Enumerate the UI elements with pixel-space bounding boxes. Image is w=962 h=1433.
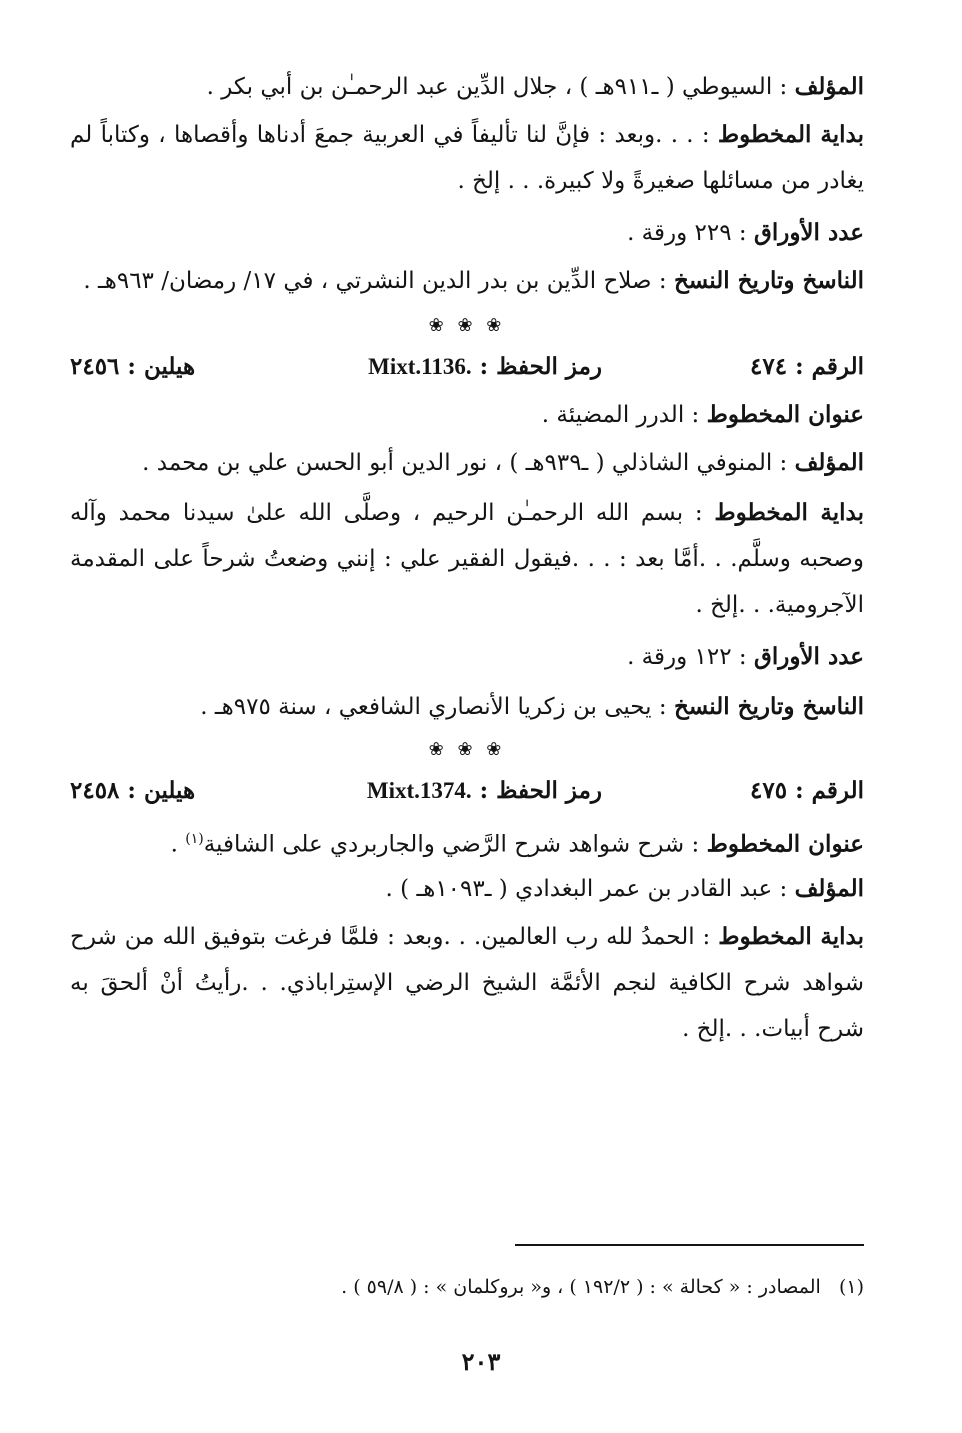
footnote-marker: (١) (838, 1276, 864, 1298)
section-separator: ❀ ❀ ❀ (428, 315, 506, 336)
leaves-count-text: ٢٢٩ ورقة . (627, 220, 732, 246)
author-paragraph: المؤلف : المنوفي الشاذلي ( ـ٩٣٩هـ ) ، نور الدين أبو الحسن علي بن محمد . (142, 449, 864, 476)
copyist-paragraph: الناسخ وتاريخ النسخ : صلاح الدِّين بن بدر الدين النشرتي ، في ١٧/ رمضان/ ٩٦٣هـ . (83, 267, 864, 294)
author-label: المؤلف (794, 875, 864, 902)
title-text: شرح شواهد شرح الرَّضي والجاربردي على الشافية (203, 831, 685, 858)
leaves-count-line: عدد الأوراق : ١٢٢ ورقة . (627, 643, 864, 670)
entry-header-row (70, 344, 864, 390)
footnote-reference[interactable]: (١) (185, 831, 204, 847)
author-label: المؤلف (794, 73, 864, 100)
title-text: الدرر المضيئة . (541, 402, 685, 428)
manuscript-start-paragraph: بداية المخطوط : بسم الله الرحمـٰن الرحيم ، وصلَّى الله علىٰ سيدنا محمد وآله وصحبه وسلَّم. . .أمَّا بعد : . . .فيقول الفقير علي : إنني وضعتُ شرحاً على المقدمة الآجرومية. . .إلخ . (70, 499, 864, 618)
hilin-number: هيلين : ٢٤٥٨ (70, 777, 196, 804)
title-label: عنوان المخطوط (706, 401, 864, 428)
manuscript-start-text: بسم الله الرحمـٰن الرحيم ، وصلَّى الله علىٰ سيدنا محمد وآله وصحبه وسلَّم. . .أمَّا بعد : . . .فيقول الفقير علي : إنني وضعتُ شرحاً على المقدمة الآجرومية. . .إلخ . (70, 500, 864, 618)
copyist-label: الناسخ وتاريخ النسخ (673, 267, 864, 294)
footnote (70, 1272, 864, 1302)
manuscript-start-text: . . .وبعد : فإنَّ لنا تأليفاً في العربية جمعَ أدناها وأقصاها ، وكتاباً لم يغادر من مسائلها صغيرةً ولا كبيرة. . . إلخ . (70, 122, 864, 194)
manuscript-start-paragraph: بداية المخطوط : الحمدُ لله رب العالمين. . .وبعد : فلمَّا فرغت بتوفيق الله من شرح شواهد شرح الكافية لنجم الأئمَّة الشيخ الرضي الإستِراباذي. . .رأيتُ أنْ ألحقَ به شرح أبيات. . .إلخ . (70, 923, 864, 1042)
leaves-count-label: عدد الأوراق (753, 643, 864, 670)
leaves-count-text: ١٢٢ ورقة . (627, 644, 732, 670)
author-text: المنوفي الشاذلي ( ـ٩٣٩هـ ) ، نور الدين أبو الحسن علي بن محمد . (142, 450, 773, 476)
footnote-divider (515, 1244, 864, 1246)
author-text: عبد القادر بن عمر البغدادي ( ـ١٠٩٣هـ ) . (385, 876, 773, 902)
author-text: السيوطي ( ـ٩١١هـ ) ، جلال الدِّين عبد الرحمـٰن بن أبي بكر . (206, 74, 773, 100)
shelf-mark: رمز الحفظ : Mixt.1374. (366, 777, 602, 804)
manuscript-start-label: بداية المخطوط (717, 121, 864, 148)
manuscript-start-label: بداية المخطوط (714, 499, 864, 526)
manuscript-catalog-page (70, 62, 864, 1433)
title-line: عنوان المخطوط : شرح شواهد شرح الرَّضي والجاربردي على الشافية$^{(١)}$ . (170, 830, 864, 858)
title-label: عنوان المخطوط (706, 830, 864, 858)
author-line: المؤلف : عبد القادر بن عمر البغدادي ( ـ١٠٩٣هـ ) . (385, 875, 864, 902)
leaves-count-line: عدد الأوراق : ٢٢٩ ورقة . (627, 219, 864, 246)
copyist-text: يحيى بن زكريا الأنصاري الشافعي ، سنة ٩٧٥هـ . (200, 694, 652, 720)
section-separator: ❀ ❀ ❀ (428, 739, 506, 760)
copyist-line: الناسخ وتاريخ النسخ : يحيى بن زكريا الأنصاري الشافعي ، سنة ٩٧٥هـ . (200, 693, 864, 720)
leaves-count-label: عدد الأوراق (753, 219, 864, 246)
title-line: عنوان المخطوط : الدرر المضيئة . (541, 401, 864, 428)
manuscript-start-label: بداية المخطوط (718, 923, 864, 950)
hilin-number: هيلين : ٢٤٥٦ (70, 353, 196, 380)
page-number: ٢٠٣ (461, 1347, 501, 1376)
footnote-text: المصادر : « كحالة » : ( ١٩٢/٢ ) ، و« بروكلمان » : ( ٥٩/٨ ) . (341, 1276, 821, 1298)
entry-number: الرقم : ٤٧٤ (750, 353, 864, 380)
author-line: المؤلف : السيوطي ( ـ٩١١هـ ) ، جلال الدِّين عبد الرحمـٰن بن أبي بكر . (206, 73, 864, 100)
shelf-mark: رمز الحفظ : Mixt.1136. (368, 353, 602, 380)
copyist-text: صلاح الدِّين بن بدر الدين النشرتي ، في ١٧/ رمضان/ ٩٦٣هـ . (83, 268, 652, 294)
entry-number: الرقم : ٤٧٥ (750, 777, 864, 804)
shelf-mark-code: Mixt.1136. (368, 354, 472, 379)
copyist-label: الناسخ وتاريخ النسخ (673, 693, 864, 720)
shelf-mark-code: Mixt.1374. (366, 778, 472, 803)
title-end: . (170, 831, 178, 858)
author-label: المؤلف (794, 449, 864, 476)
manuscript-start-paragraph: بداية المخطوط : . . .وبعد : فإنَّ لنا تأليفاً في العربية جمعَ أدناها وأقصاها ، وكتاباً لم يغادر من مسائلها صغيرةً ولا كبيرة. . . إلخ . (70, 121, 864, 194)
entry-header-row (70, 768, 864, 814)
manuscript-start-text: الحمدُ لله رب العالمين. . .وبعد : فلمَّا فرغت بتوفيق الله من شرح شواهد شرح الكافية لنجم الأئمَّة الشيخ الرضي الإستِراباذي. . .رأيتُ أنْ ألحقَ به شرح أبيات. . .إلخ . (70, 924, 864, 1042)
